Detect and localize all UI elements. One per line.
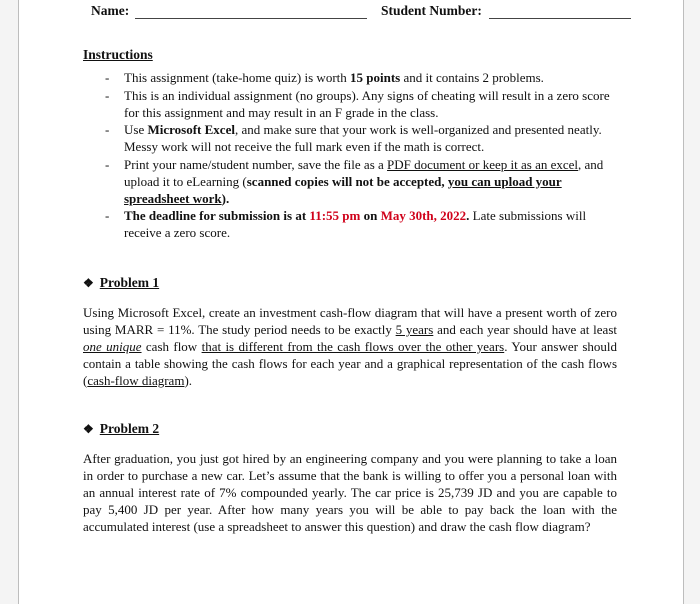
- text: Using Microsoft Excel, create an investment cash-flow diagram that will have a present worth of zero using MARR = 11%. The study period needs to be exactly: [83, 305, 617, 337]
- pdf-underlined: PDF document or keep it as an excel: [387, 156, 579, 172]
- document-page: [18, 0, 684, 604]
- list-item: [105, 156, 617, 207]
- text: and each year should have at least: [433, 322, 617, 337]
- problem-1-title: Problem 1: [99, 275, 160, 290]
- text: , and make sure that your work is well-organized and presented neatly. Messy work will not receive the full mark even if the math is correct.: [124, 122, 602, 154]
- text: .: [466, 208, 470, 223]
- list-item: [105, 87, 617, 121]
- list-item: [105, 69, 617, 86]
- text: Use: [124, 122, 148, 137]
- deadline-bold: The deadline for submission is at: [124, 208, 310, 223]
- list-item: [105, 207, 617, 241]
- text: ).: [221, 190, 230, 206]
- problem-2-title: Problem 2: [99, 421, 160, 436]
- problem-1-section: [83, 274, 617, 389]
- text: . Your answer should contain a table showing the cash flows for each year and a graphical representation of the cash flows (: [83, 339, 617, 388]
- underlined-text: 5 years: [395, 322, 434, 337]
- text: This assignment (take-home quiz) is worth: [124, 70, 351, 85]
- instructions-list: [105, 69, 617, 242]
- header-row: [91, 3, 673, 21]
- problem-2-title-row: [83, 420, 617, 438]
- student-number-line: [489, 18, 631, 19]
- text: and it contains 2 problems.: [400, 70, 544, 85]
- name-label: Name:: [91, 3, 130, 18]
- text: Print your name/student number, save the file as a: [124, 156, 388, 172]
- scanned-bold: scanned copies will not be accepted,: [246, 173, 448, 189]
- list-item: [105, 121, 617, 155]
- text: , and upload it to eLearning (: [124, 156, 604, 189]
- problem-2-section: [83, 420, 617, 535]
- underlined-text: cash-flow diagram: [87, 373, 185, 388]
- text: This is an individual assignment (no groups). Any signs of cheating will result in a zero score for this assignment and may result in an F grade in the class.: [124, 87, 610, 120]
- text: Late submissions will receive a zero score.: [124, 208, 587, 240]
- diamond-bullet-icon: ❖: [83, 422, 94, 436]
- spreadsheet-bold-underlined: you can upload your spreadsheet work: [124, 173, 562, 206]
- italic-underlined-text: one unique: [83, 339, 142, 354]
- deadline-date: May 30th, 2022: [380, 208, 467, 223]
- text: cash flow: [141, 339, 202, 354]
- instructions-title: Instructions: [83, 47, 153, 62]
- problem-1-text: [83, 304, 617, 389]
- text: on: [360, 208, 381, 223]
- problem-2-text: After graduation, you just got hired by an engineering company and you were planning to take a loan in order to purchase a new car. Let’s assume that the bank is willing to offer you a personal loan with an annual interest rate of 7% compounded yearly. The car price is 25,739 JD and you are capable to pay 5,400 JD per year. After how many years you will be able to pay back the loan with the accumulated interest (use a spreadsheet to answer this question) and draw the cash flow diagram?: [83, 451, 617, 534]
- points-bold: 15 points: [350, 70, 401, 85]
- deadline-time: 11:55 pm: [309, 208, 361, 223]
- excel-bold: Microsoft Excel: [147, 122, 235, 137]
- problem-1-title-row: [83, 274, 617, 292]
- diamond-bullet-icon: ❖: [83, 276, 94, 290]
- text: ).: [184, 373, 193, 388]
- student-number-label: Student Number:: [381, 3, 482, 18]
- underlined-text: that is different from the cash flows over the other years: [201, 339, 505, 354]
- name-line: [135, 18, 367, 19]
